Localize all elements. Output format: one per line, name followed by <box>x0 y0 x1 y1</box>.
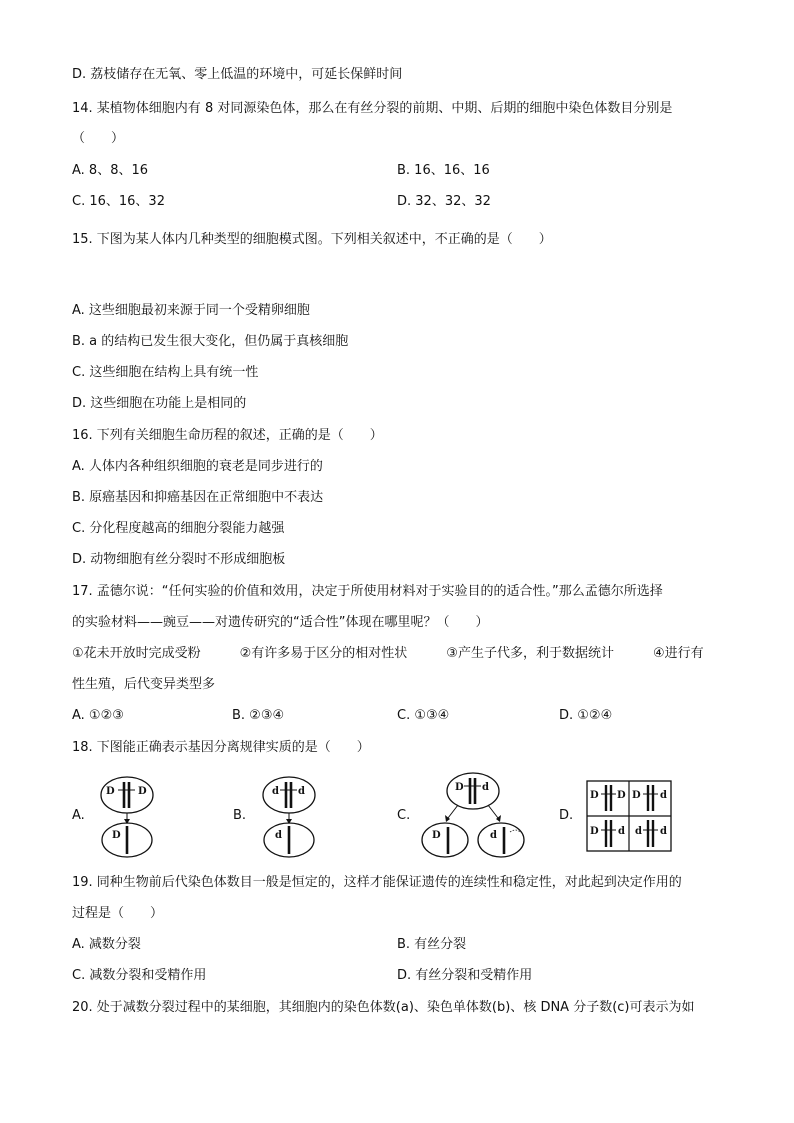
q16-option-d: D. 动物细胞有丝分裂时不形成细胞板 <box>72 552 286 567</box>
gene-label: d <box>660 790 667 801</box>
q19-option-a: A. 减数分裂 <box>72 937 141 952</box>
q14-stem: 14. 某植物体细胞内有 8 对同源染色体，那么在有丝分裂的前期、中期、后期的细胞中染色体数目分别是 <box>72 101 673 116</box>
gene-label: d <box>660 826 667 837</box>
gene-label: d <box>635 826 642 837</box>
q15-stem: 15. 下图为某人体内几种类型的细胞模式图。下列相关叙述中，不正确的是（ ） <box>72 232 552 247</box>
q19-option-d: D. 有丝分裂和受精作用 <box>397 968 533 983</box>
q18-diagram-a <box>92 774 162 860</box>
gene-label: D <box>432 830 441 841</box>
q13-option-d: D. 荔枝储存在无氧、零上低温的环境中，可延长保鲜时间 <box>72 67 403 82</box>
q14-option-b: B. 16、16、16 <box>397 163 490 178</box>
q17-option-d: D. ①②④ <box>559 708 613 723</box>
q17-stem-line2: 的实验材料——豌豆——对遗传研究的“适合性”体现在哪里呢？（ ） <box>72 615 489 630</box>
q17-stem-line1: 17. 孟德尔说：“任何实验的价值和效用，决定于所使用材料对于实验目的的适合性。”那么孟德尔所选择 <box>72 584 663 599</box>
q20-stem-line1: 20. 处于减数分裂过程中的某细胞，其细胞内的染色体数(a)、染色单体数(b)、核 DNA 分子数(c)可表示为如 <box>72 1000 695 1015</box>
q19-stem-line2: 过程是（ ） <box>72 906 164 921</box>
q18-label-d: D. <box>559 808 574 823</box>
q18-stem: 18. 下图能正确表示基因分离规律实质的是（ ） <box>72 740 370 755</box>
gene-label: D <box>617 790 626 801</box>
gene-label: d <box>618 826 625 837</box>
q16-option-a: A. 人体内各种组织细胞的衰老是同步进行的 <box>72 459 323 474</box>
q18-diagram-d <box>586 780 672 852</box>
q18-label-a: A. <box>72 808 85 823</box>
q17-option-b: B. ②③④ <box>232 708 285 723</box>
q15-option-c: C. 这些细胞在结构上具有统一性 <box>72 365 259 380</box>
gene-label: D <box>632 790 641 801</box>
q14-option-a: A. 8、8、16 <box>72 163 149 178</box>
q14-option-d: D. 32、32、32 <box>397 194 491 209</box>
q15-option-d: D. 这些细胞在功能上是相同的 <box>72 396 247 411</box>
gene-label: D <box>106 786 115 797</box>
q16-option-b: B. 原癌基因和抑癌基因在正常细胞中不表达 <box>72 490 324 505</box>
q15-option-a: A. 这些细胞最初来源于同一个受精卵细胞 <box>72 303 310 318</box>
q19-stem-line1: 19. 同种生物前后代染色体数目一般是恒定的，这样才能保证遗传的连续性和稳定性，对此起到决定作用的 <box>72 875 682 890</box>
gene-label: d <box>490 830 497 841</box>
q18-diagram-b <box>254 774 324 860</box>
gene-label: D <box>590 826 599 837</box>
q19-option-c: C. 减数分裂和受精作用 <box>72 968 207 983</box>
gene-label: d <box>298 786 305 797</box>
q17-option-c: C. ①③④ <box>397 708 450 723</box>
q18-diagram-c <box>418 770 528 860</box>
gene-label: D <box>112 830 121 841</box>
q17-statements-line1: ①花未开放时完成受粉 ②有许多易于区分的相对性状 ③产生子代多，利于数据统计 ④进行有 <box>72 646 704 661</box>
q18-label-b: B. <box>233 808 247 823</box>
q16-stem: 16. 下列有关细胞生命历程的叙述，正确的是（ ） <box>72 428 383 443</box>
gene-label: d <box>482 782 489 793</box>
q14-option-c: C. 16、16、32 <box>72 194 165 209</box>
q17-option-a: A. ①②③ <box>72 708 124 723</box>
gene-label: D <box>138 786 147 797</box>
q17-statements-line2: 性生殖，后代变异类型多 <box>72 677 216 692</box>
gene-label: d <box>275 830 282 841</box>
gene-label: d <box>272 786 279 797</box>
q18-label-c: C. <box>397 808 411 823</box>
q14-answer-paren: （ ） <box>72 131 125 146</box>
q19-option-b: B. 有丝分裂 <box>397 937 467 952</box>
gene-label: D <box>455 782 464 793</box>
q15-option-b: B. a 的结构已发生很大变化，但仍属于真核细胞 <box>72 334 349 349</box>
q16-option-c: C. 分化程度越高的细胞分裂能力越强 <box>72 521 285 536</box>
gene-label: D <box>590 790 599 801</box>
